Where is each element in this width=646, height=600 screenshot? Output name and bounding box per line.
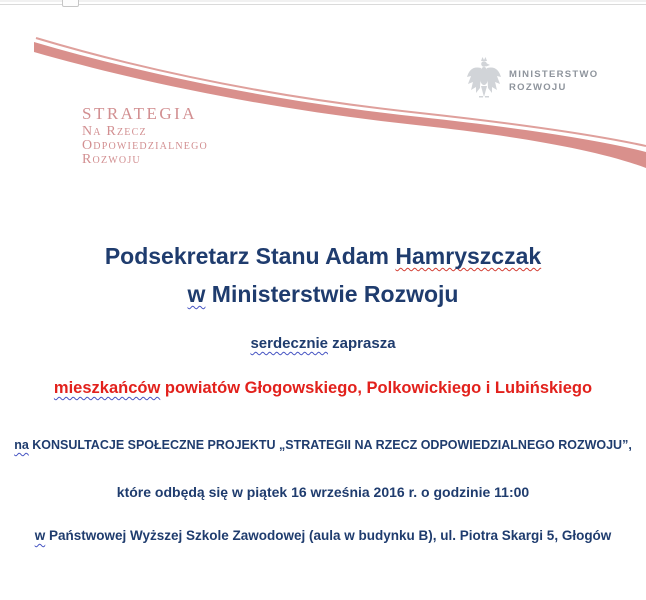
- ministry-logo: [466, 55, 599, 101]
- spellcheck-marked-word: Hamryszczak: [395, 243, 542, 269]
- strategia-logo-line4: Rozwoju: [82, 152, 141, 167]
- title-name-text: Podsekretarz Stanu Adam: [104, 243, 396, 269]
- grammar-marked-word: na: [14, 438, 29, 452]
- invitation-location-line: [0, 528, 646, 543]
- invitation-event-line: [0, 438, 646, 452]
- grammar-marked-word: serdecznie: [250, 335, 328, 352]
- audience-text: powiatów Głogowskiego, Polkowickiego i Lubińskiego: [160, 379, 593, 397]
- invitation-title-line1: [0, 243, 646, 270]
- location-text: Państwowej Wyższej Szkole Zawodowej (aula w budynku B), ul. Piotra Skargi 5, Głogów: [45, 528, 612, 543]
- polish-eagle-icon: [466, 55, 502, 101]
- strategia-logo-line2: Na Rzecz: [82, 124, 147, 139]
- ministry-name-line1: MINISTERSTWO: [509, 69, 599, 80]
- event-text: KONSULTACJE SPOŁECZNE PROJEKTU „STRATEGII NA RZECZ ODPOWIEDZIALNEGO ROZWOJU”,: [28, 438, 632, 452]
- title-ministry-text: Ministerstwie Rozwoju: [205, 281, 459, 307]
- grammar-marked-word: mieszkańców: [53, 379, 161, 397]
- invites-text: zaprasza: [328, 335, 396, 352]
- invitation-invites-line: [0, 335, 646, 352]
- invitation-title-line2: [0, 281, 646, 308]
- invitation-datetime-line: które odbędą się w piątek 16 września 2016 r. o godzinie 11:00: [116, 484, 530, 500]
- strategia-logo-title: STRATEGIA: [82, 104, 198, 123]
- invitation-audience-line: [0, 379, 646, 398]
- ministry-name: [509, 68, 599, 101]
- ministry-name-line2: ROZWOJU: [509, 82, 567, 93]
- grammar-marked-word: w: [34, 528, 46, 543]
- strategia-logo-line3: Odpowiedzialnego: [82, 138, 208, 153]
- strategia-logo: [82, 104, 208, 167]
- grammar-marked-word: w: [187, 281, 206, 307]
